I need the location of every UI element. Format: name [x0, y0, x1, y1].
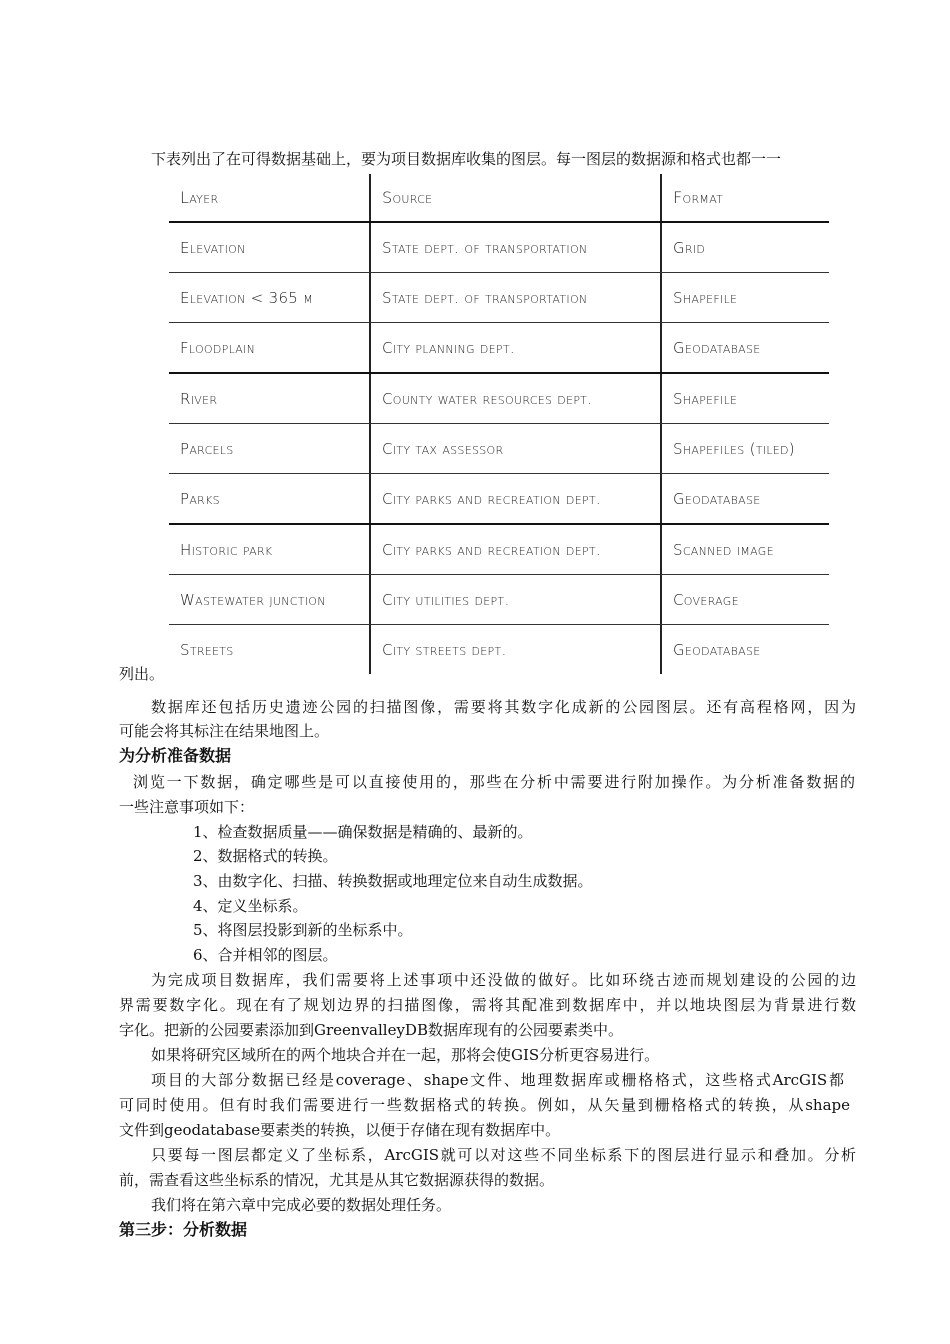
cell-source: State dept. of transportation	[371, 223, 662, 272]
cell-source: City utilities dept.	[371, 575, 662, 624]
list-item: 1、检查数据质量——确保数据是精确的、最新的。	[193, 823, 533, 841]
section-heading-prepare: 为分析准备数据	[119, 746, 232, 765]
cell-format: Grid	[673, 238, 706, 257]
table-row	[169, 525, 829, 575]
para1-line1: 数据库还包括历史遗迹公园的扫描图像，需要将其数字化成新的公园图层。还有高程格网，因为	[151, 698, 856, 716]
para5-line2: 可同时使用。但有时我们需要进行一些数据格式的转换。例如，从矢量到栅格格式的转换，从shape	[119, 1096, 850, 1114]
table-row	[169, 223, 829, 273]
list-item: 5、将图层投影到新的坐标系中。	[193, 921, 413, 939]
cell-format: Geodatabase	[673, 489, 761, 508]
cell-format: Coverage	[673, 590, 739, 609]
cell-layer: River	[169, 374, 371, 423]
cell-source: City parks and recreation dept.	[371, 525, 662, 574]
cell-layer: Wastewater junction	[169, 575, 371, 624]
table-row	[169, 575, 829, 625]
section-heading-analyze: 第三步：分析数据	[119, 1220, 248, 1239]
para6-line2: 前，需查看这些坐标系的情况，尤其是从其它数据源获得的数据。	[119, 1171, 555, 1189]
cell-format: Geodatabase	[673, 338, 761, 357]
cell-layer: Elevation	[169, 223, 371, 272]
para1-line2: 可能会将其标注在结果地图上。	[119, 722, 330, 740]
cell-format: Geodatabase	[673, 640, 761, 659]
cell-source: City tax assessor	[371, 424, 662, 473]
table-row	[169, 474, 829, 525]
cell-source: County water resources dept.	[371, 374, 662, 423]
cell-source: State dept. of transportation	[371, 273, 662, 322]
para7: 我们将在第六章中完成必要的数据处理任务。	[151, 1196, 452, 1214]
cell-layer: Parcels	[169, 424, 371, 473]
table-row	[169, 374, 829, 424]
cell-layer: Streets	[169, 625, 371, 674]
cell-format: Scanned image	[673, 540, 774, 559]
para5-line3: 文件到geodatabase要素类的转换，以便于存储在现有数据库中。	[119, 1121, 561, 1139]
cell-source: City planning dept.	[371, 323, 662, 372]
list-item: 2、数据格式的转换。	[193, 847, 338, 865]
cell-layer: Parks	[169, 474, 371, 523]
cell-format: Shapefiles (tiled)	[673, 439, 795, 458]
cell-layer: Floodplain	[169, 323, 371, 372]
layers-table	[169, 174, 829, 674]
intro-tail: 列出。	[119, 665, 165, 683]
table-row	[169, 625, 829, 674]
list-item: 3、由数字化、扫描、转换数据或地理定位来自动生成数据。	[193, 872, 593, 890]
header-format: Format	[673, 188, 724, 207]
para2-line1: 浏览一下数据，确定哪些是可以直接使用的，那些在分析中需要进行附加操作。为分析准备数据的	[133, 773, 855, 791]
para2-line2: 一些注意事项如下：	[119, 798, 255, 816]
table-row	[169, 273, 829, 323]
para5-line1: 项目的大部分数据已经是coverage、shape文件、地理数据库或栅格格式，这些格式ArcGIS都	[151, 1071, 844, 1089]
list-item: 6、合并相邻的图层。	[193, 946, 338, 964]
table-header-row	[169, 174, 829, 223]
para6-line1: 只要每一图层都定义了坐标系，ArcGIS就可以对这些不同坐标系下的图层进行显示和叠加。分析	[151, 1146, 856, 1164]
para3-line1: 为完成项目数据库，我们需要将上述事项中还没做的做好。比如环绕古迹而规划建设的公园的边	[151, 971, 856, 989]
para3-line2: 界需要数字化。现在有了规划边界的扫描图像，需将其配准到数据库中，并以地块图层为背景进行数	[119, 996, 856, 1014]
cell-layer: Elevation < 365 m	[169, 273, 371, 322]
table-row	[169, 323, 829, 374]
para4: 如果将研究区域所在的两个地块合并在一起，那将会使GIS分析更容易进行。	[151, 1046, 660, 1064]
para3-line3: 字化。把新的公园要素添加到GreenvalleyDB数据库现有的公园要素类中。	[119, 1021, 623, 1039]
cell-source: City parks and recreation dept.	[371, 474, 662, 523]
cell-format: Shapefile	[673, 288, 738, 307]
header-layer: Layer	[169, 174, 371, 221]
cell-source: City streets dept.	[371, 625, 662, 674]
cell-layer: Historic park	[169, 525, 371, 574]
table-row	[169, 424, 829, 474]
list-item: 4、定义坐标系。	[193, 897, 308, 915]
intro-line: 下表列出了在可得数据基础上，要为项目数据库收集的图层。每一图层的数据源和格式也都一一	[151, 150, 782, 168]
cell-format: Shapefile	[673, 389, 738, 408]
header-source: Source	[371, 174, 662, 221]
